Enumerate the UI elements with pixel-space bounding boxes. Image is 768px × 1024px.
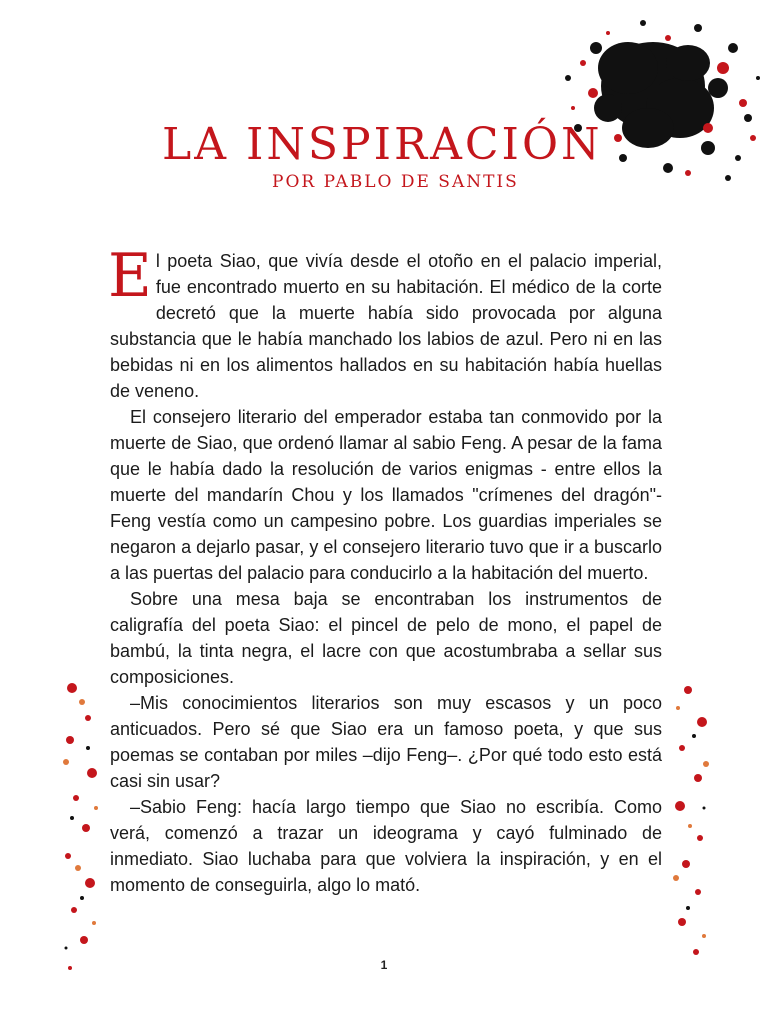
paragraph-5: –Sabio Feng: hacía largo tiempo que Siao no escribía. Como verá, comenzó a trazar un ideograma y cayó fulminado de inmediato. Siao luchaba para que volviera la inspiración, y en el momento de conseguirla, algo lo mató. — [110, 797, 662, 895]
left-splatter-decoration — [58, 678, 106, 978]
story-byline: POR PABLO DE SANTIS — [272, 172, 519, 192]
story-title: LA INSPIRACIÓN — [162, 119, 603, 170]
drop-cap: E — [108, 241, 152, 311]
right-splatter-decoration — [668, 678, 716, 978]
paragraph-2: El consejero literario del emperador estaba tan conmovido por la muerte de Siao, que ordenó llamar al sabio Feng. A pesar de la fama que le había dado la resolución de varios enigmas - entre ellos la muerte del mandarín Chou y los llamados "crímenes del dragón"- Feng vestía como un campesino pobre. Los guardias imperiales se negaron a dejarlo pasar, y el consejero literario tuvo que ir a buscarlo a las puertas del palacio para conducirlo a la habitación del muerto. — [110, 407, 662, 583]
paragraph-4: –Mis conocimientos literarios son muy escasos y un poco anticuados. Pero sé que Siao era un famoso poeta, y que sus poemas se contaban por miles –dijo Feng–. ¿Por qué todo esto está casi sin usar? — [110, 693, 662, 791]
story-body — [108, 241, 662, 898]
paragraph-1 — [108, 241, 662, 404]
paragraph-1-text: l poeta Siao, que vivía desde el otoño en el palacio imperial, fue encontrado muerto en su habitación. El médico de la corte decretó que la muerte había sido provocada por alguna substancia que le había manchado los labios de azul. Pero ni en las bebidas ni en los alimentos hallados en su habitación había huellas de veneno. — [110, 251, 662, 401]
page-number: 1 — [380, 958, 388, 972]
paragraph-3: Sobre una mesa baja se encontraban los instrumentos de caligrafía del poeta Siao: el pincel de pelo de mono, el papel de bambú, la tinta negra, el lacre con que acostumbraba a sellar sus composiciones. — [110, 589, 662, 687]
